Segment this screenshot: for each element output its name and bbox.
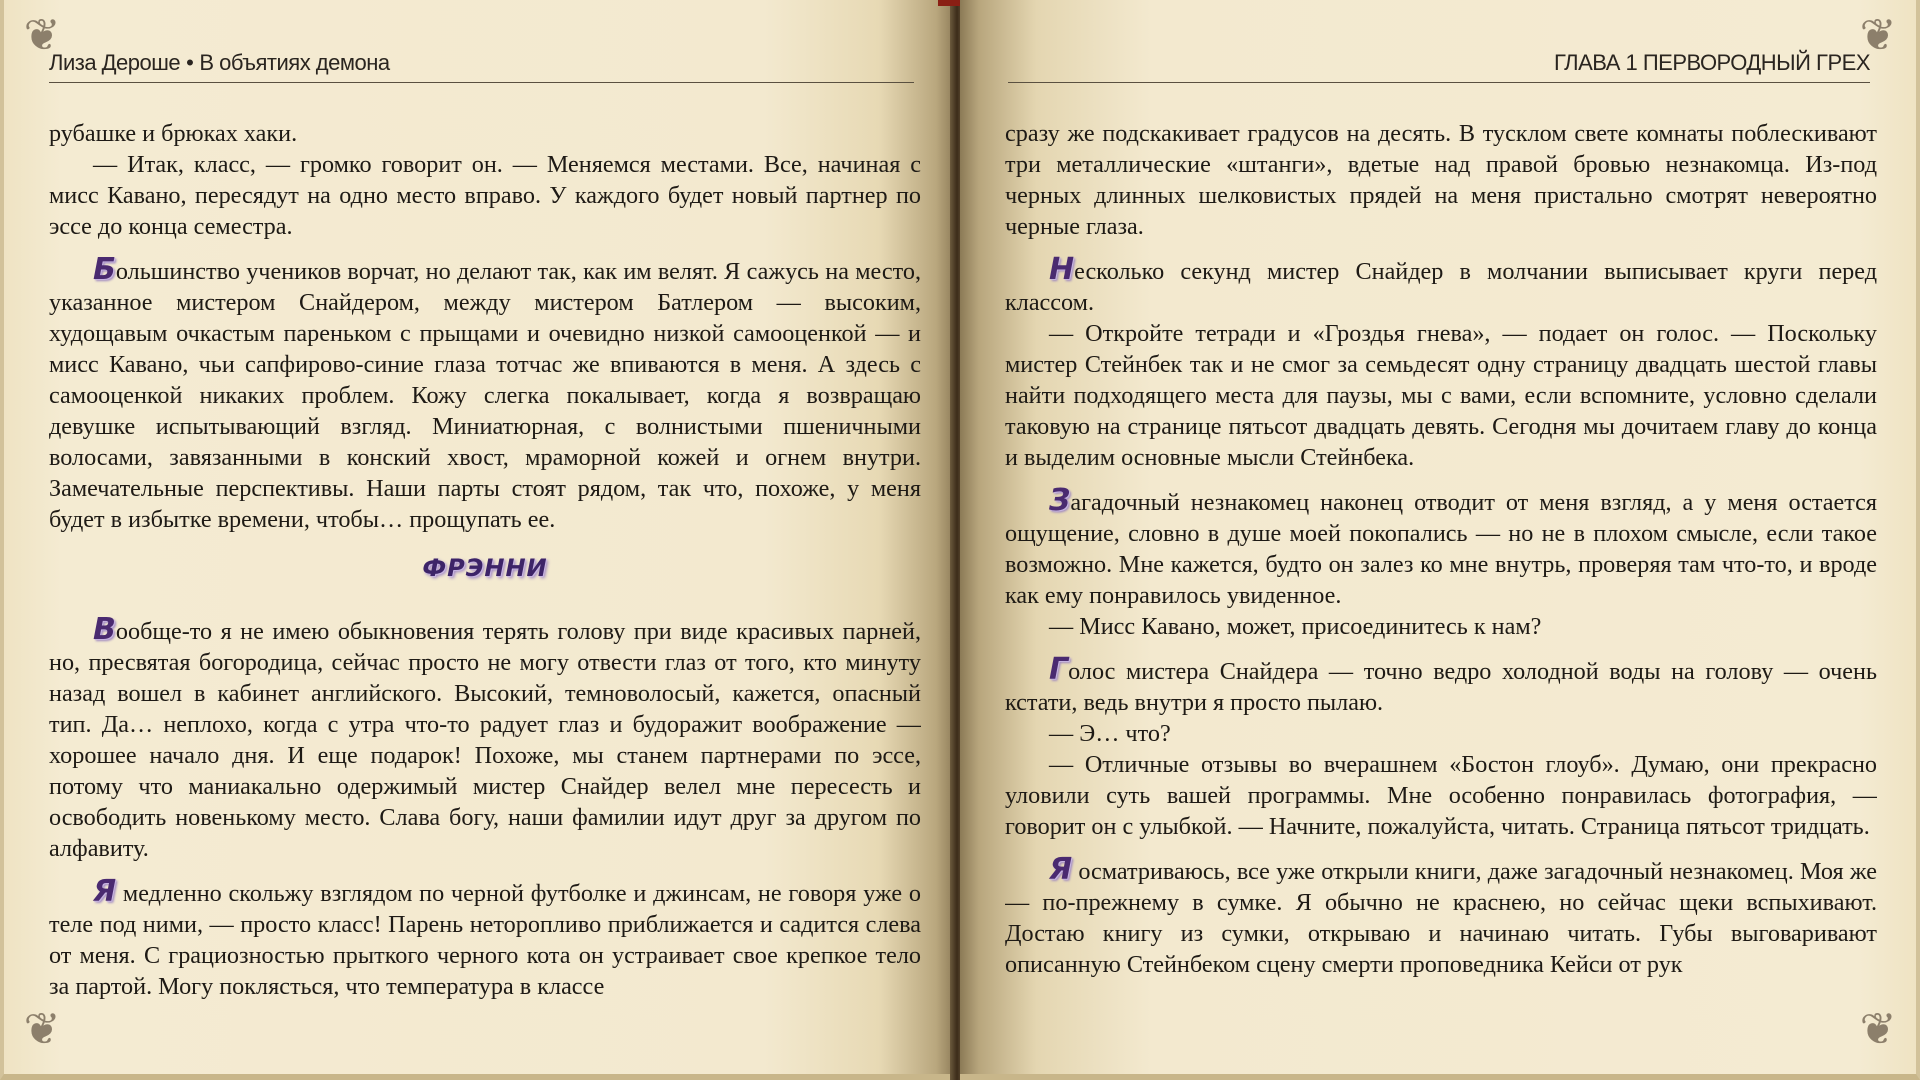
running-header-right bbox=[1008, 50, 1870, 83]
drop-cap: Н bbox=[1049, 252, 1075, 287]
paragraph-text: ольшинство учеников ворчат, но делают так, как им велят. Я сажусь на место, указанное мистером Снайдером, между мистером Батлером — высоким, худощавым очкастым пареньком с прыщами и очевидно низкой самооценкой — и мисс Кавано, чьи сапфирово-синие глаза тотчас же впиваются в меня. А здесь с самооценкой никаких проблем. Кожу слегка покалывает, когда я возвращаю девушке испытывающий взгляд. Миниатюрная, с волнистыми пшеничными волосами, завязанными в конский хвост, мраморной кожей и огнем внутри. Замечательные перспективы. Наши парты стоят рядом, так что, похоже, у меня будет в избытке времени, чтобы… прощупать ее. bbox=[49, 258, 921, 533]
left-page-text bbox=[49, 118, 921, 1018]
drop-cap: Я bbox=[1049, 852, 1073, 887]
paragraph-text: медленно скольжу взглядом по черной футболке и джинсам, не говоря уже о теле под ними, — просто класс! Парень неторопливо приближается и садится слева от меня. С грациозностью прыткого черного кота он устраивает свое крепкое тело за партой. Могу поклясться, что температура в классе bbox=[49, 880, 921, 1000]
drop-cap: Я bbox=[93, 874, 117, 909]
left-page[interactable] bbox=[0, 0, 955, 1080]
paragraph: — Э… что? bbox=[1049, 720, 1171, 747]
paragraph-text: олос мистера Снайдера — точно ведро холодной воды на голову — очень кстати, ведь внутри я просто пылаю. bbox=[1005, 658, 1877, 716]
paragraph-text: ообще-то я не имею обыкновения терять голову при виде красивых парней, но, пресвятая богородица, сейчас просто не могу отвести глаз от того, кто минуту назад вошел в кабинет английского. Высокий, темноволосый, кажется, опасный тип. Да… неплохо, когда с утра что-то радует глаз и будоражит воображение — хорошее начало дня. И еще подарок! Похоже, мы станем партнерами по эссе, потому что маниакально одержимый мистер Снайдер велел мне пересесть и освободить новенькому место. Слава богу, наши фамилии идут друг за другом по алфавиту. bbox=[49, 618, 921, 862]
paragraph-text: есколько секунд мистер Снайдер в молчании выписывает круги перед классом. bbox=[1005, 258, 1877, 316]
drop-cap: Б bbox=[93, 252, 116, 287]
drop-cap: В bbox=[93, 612, 116, 647]
paragraph bbox=[49, 876, 921, 1002]
paragraph: — Отличные отзывы во вчерашнем «Бостон глоуб». Думаю, они прекрасно уловили суть вашей программы. Мне особенно понравилась фотография, — говорит он с улыбкой. — Начните, пожалуйста, читать. Страница пятьсот тридцать. bbox=[1005, 751, 1877, 840]
chapter-title: ГЛАВА 1 ПЕРВОРОДНЫЙ ГРЕХ bbox=[1553, 50, 1870, 75]
right-page[interactable] bbox=[960, 0, 1920, 1080]
paragraph-text: осматриваюсь, все уже открыли книги, даже загадочный незнакомец. Моя же — по-прежнему в сумке. Я обычно не краснею, но сейчас щеки вспыхивают. Достаю книгу из сумки, открываю и начинаю читать. Губы выговаривают описанную Стейнбеком сцену смерти проповедника Кейси от рук bbox=[1005, 858, 1877, 978]
drop-cap: Г bbox=[1049, 652, 1069, 687]
paragraph: — Откройте тетради и «Гроздья гнева», — подает он голос. — Поскольку мистер Стейнбек так и не смог за семьдесят одну страницу двадцать шестой главы найти подходящего места для паузы, мы с вами, если вспомните, условно сделали таковую на странице пятьсот двадцать девять. Сегодня мы дочитаем главу до конца и выделим основные мысли Стейнбека. bbox=[1005, 320, 1877, 471]
paragraph bbox=[1005, 854, 1877, 980]
flourish-ornament-icon: ❦ bbox=[1859, 10, 1897, 61]
paragraph bbox=[49, 614, 921, 864]
paragraph: — Итак, класс, — громко говорит он. — Меняемся местами. Все, начиная с мисс Кавано, пересядут на одно место вправо. У каждого будет новый партнер по эссе до конца семестра. bbox=[49, 151, 921, 240]
flourish-ornament-icon: ❦ bbox=[23, 10, 61, 61]
book-title: В объятиях демона bbox=[199, 50, 390, 75]
flourish-ornament-icon: ❦ bbox=[1859, 1004, 1897, 1055]
flourish-ornament-icon: ❦ bbox=[23, 1004, 61, 1055]
paragraph bbox=[1005, 485, 1877, 611]
header-separator: • bbox=[186, 50, 194, 75]
drop-cap: З bbox=[1049, 483, 1071, 518]
paragraph bbox=[1005, 254, 1877, 318]
paragraph: — Мисс Кавано, может, присоединитесь к нам? bbox=[1049, 613, 1542, 640]
right-page-text bbox=[1005, 118, 1877, 1018]
paragraph bbox=[1005, 654, 1877, 718]
section-title: ФРЭННИ bbox=[422, 554, 548, 582]
running-header-left bbox=[49, 50, 914, 83]
paragraph: сразу же подскакивает градусов на десять. В тусклом свете комнаты поблескивают три металлические «штанги», вдетые над правой бровью незнакомца. Из-под черных длинных шелковистых прядей на меня пристально смотрят невероятно черные глаза. bbox=[1005, 120, 1877, 240]
paragraph bbox=[49, 254, 921, 535]
author-name: Лиза Дероше bbox=[49, 50, 181, 75]
paragraph-text: агадочный незнакомец наконец отводит от меня взгляд, а у меня остается ощущение, словно в душе моей покопались — но не в плохом смысле, если такое возможно. Мне кажется, будто он залез ко мне внутрь, проверяя там что-то, и вроде как ему понравилось увиденное. bbox=[1005, 489, 1877, 609]
paragraph: рубашке и брюках хаки. bbox=[49, 120, 298, 147]
